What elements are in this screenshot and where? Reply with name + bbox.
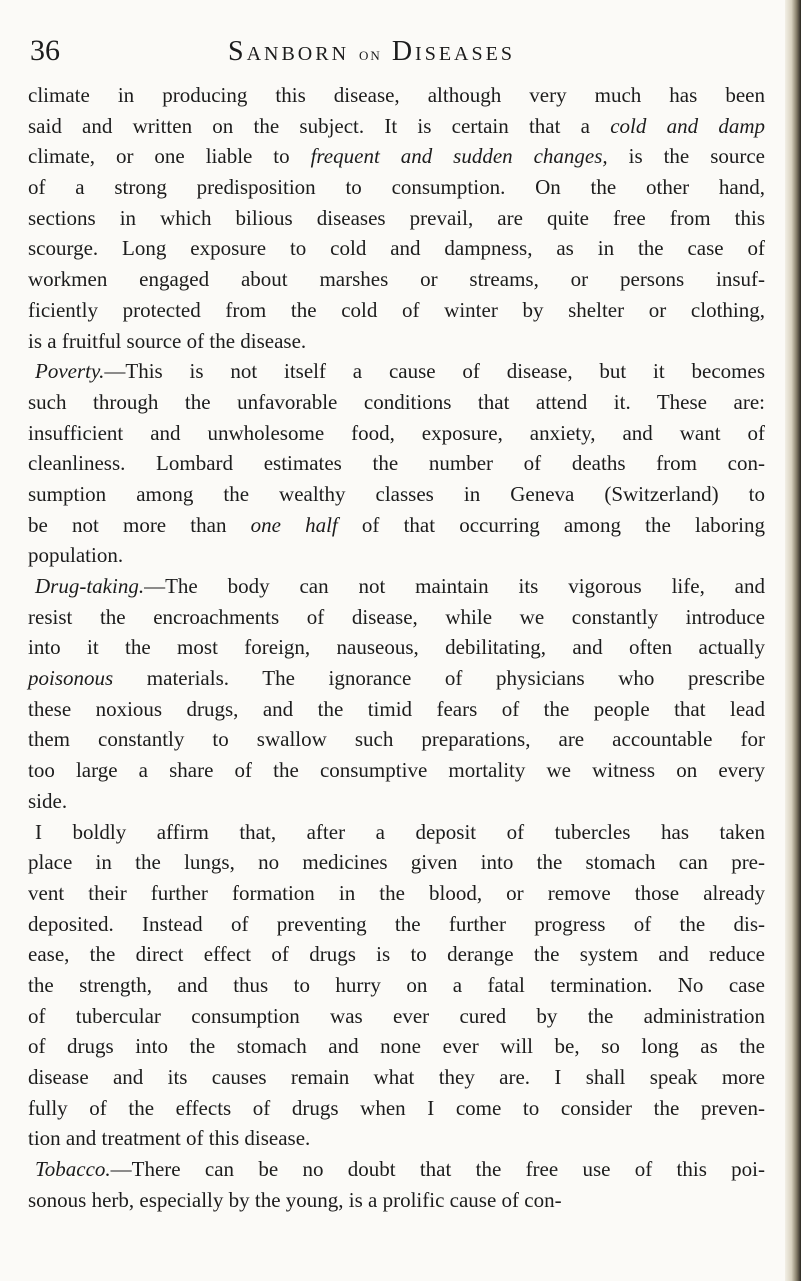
italic-text: one half	[250, 512, 338, 537]
text-run: disease and its causes remain what they are. I shall speak more	[28, 1065, 765, 1089]
text-line	[28, 755, 765, 786]
text-line	[28, 356, 765, 387]
text-run: of tubercular consumption was ever cured by the administration	[28, 1003, 765, 1028]
text-run: be not more than	[28, 512, 251, 537]
text-run: climate in producing this disease, although very much has been	[28, 83, 765, 107]
text-line	[28, 172, 765, 203]
text-line	[28, 233, 765, 264]
text-line	[28, 602, 765, 633]
text-run: I boldly affirm that, after a deposit of tubercles has taken	[35, 819, 765, 844]
text-line	[28, 847, 765, 878]
text-run: fully of the effects of drugs when I come to consider the preven-	[28, 1095, 765, 1120]
text-line	[28, 878, 765, 909]
text-run: ficiently protected from the cold of winter by shelter or clothing,	[28, 297, 765, 322]
text-line	[28, 571, 765, 602]
text-line	[28, 418, 765, 449]
book-spine-edge	[785, 0, 801, 1281]
running-title	[228, 36, 515, 68]
italic-text: Tobacco.	[35, 1157, 111, 1182]
text-line	[28, 1123, 765, 1154]
text-run: is the source	[607, 144, 765, 169]
running-title-on: on	[359, 44, 382, 64]
text-run: of that occurring among the laboring	[337, 512, 765, 537]
text-run: such through the unfavorable conditions that attend it. These are:	[28, 389, 765, 414]
text-line	[28, 1154, 765, 1185]
text-line	[28, 939, 765, 970]
text-line	[28, 786, 765, 817]
text-run: of drugs into the stomach and none ever will be, so long as the	[28, 1034, 765, 1059]
text-line	[28, 448, 765, 479]
text-line	[28, 141, 765, 172]
text-run: insufficient and unwholesome food, exposure, anxiety, and want of	[28, 420, 765, 445]
text-run: sonous herb, especially by the young, is a prolific cause of con-	[28, 1187, 562, 1212]
text-line	[28, 80, 765, 111]
text-line	[28, 694, 765, 725]
text-line	[28, 724, 765, 755]
running-title-author: Sanborn	[228, 36, 350, 67]
italic-text: frequent and sudden changes,	[310, 144, 608, 169]
text-run: sections in which bilious diseases prevail, are quite free from this	[28, 205, 765, 230]
italic-text: poisonous	[28, 666, 114, 691]
text-line	[28, 387, 765, 418]
text-run: —There can be no doubt that the free use of this poi-	[110, 1157, 765, 1182]
paragraph	[28, 80, 765, 356]
page-header	[30, 30, 770, 70]
text-line	[28, 203, 765, 234]
text-run: too large a share of the consumptive mortality we witness on every	[28, 758, 765, 783]
text-run: into it the most foreign, nauseous, debilitating, and often actually	[28, 635, 765, 660]
text-line	[28, 970, 765, 1001]
text-run: climate, or one liable to	[28, 144, 311, 169]
text-line	[28, 1001, 765, 1032]
text-line	[28, 1062, 765, 1093]
text-line	[28, 479, 765, 510]
text-run: side.	[28, 788, 68, 813]
text-run: them constantly to swallow such preparations, are accountable for	[28, 727, 765, 752]
text-run: cleanliness. Lombard estimates the number of deaths from con-	[28, 451, 765, 476]
text-run: resist the encroachments of disease, while we constantly introduce	[28, 604, 765, 629]
text-run: tion and treatment of this disease.	[28, 1126, 311, 1151]
text-run: these noxious drugs, and the timid fears of the people that lead	[28, 696, 765, 721]
text-run: the strength, and thus to hurry on a fatal termination. No case	[28, 972, 765, 997]
paragraph	[28, 571, 765, 817]
italic-text: cold and damp	[610, 113, 765, 138]
text-line	[28, 295, 765, 326]
text-run: vent their further formation in the blood, or remove those already	[28, 880, 765, 905]
text-line	[28, 1185, 765, 1216]
paragraph	[28, 817, 765, 1155]
text-run: —The body can not maintain its vigorous life, and	[144, 574, 765, 598]
paragraph	[28, 1154, 765, 1215]
text-run: place in the lungs, no medicines given into the stomach can pre-	[28, 850, 765, 875]
text-line	[28, 1093, 765, 1124]
text-run: of a strong predisposition to consumption. On the other hand,	[28, 175, 765, 200]
text-line	[28, 817, 765, 848]
text-line	[28, 510, 765, 541]
page-number: 36	[30, 34, 60, 67]
text-line	[28, 111, 765, 142]
text-line	[28, 540, 765, 571]
text-run: population.	[28, 543, 124, 568]
paragraph	[28, 356, 765, 571]
text-line	[28, 326, 765, 357]
text-line	[28, 909, 765, 940]
text-line	[28, 632, 765, 663]
text-run: scourge. Long exposure to cold and dampness, as in the case of	[28, 236, 765, 261]
text-run: deposited. Instead of preventing the further progress of the dis-	[28, 911, 765, 936]
text-run: sumption among the wealthy classes in Geneva (Switzerland) to	[28, 481, 765, 506]
body-text	[28, 80, 765, 1215]
italic-text: Drug-taking.	[35, 574, 145, 598]
text-run: is a fruitful source of the disease.	[28, 328, 307, 353]
text-run: materials. The ignorance of physicians who prescribe	[113, 666, 765, 691]
text-line	[28, 1031, 765, 1062]
text-run: said and written on the subject. It is certain that a	[28, 113, 611, 138]
text-run: —This is not itself a cause of disease, but it becomes	[104, 359, 765, 384]
text-run: ease, the direct effect of drugs is to derange the system and reduce	[28, 942, 765, 967]
text-run: workmen engaged about marshes or streams, or persons insuf-	[28, 267, 765, 292]
text-line	[28, 264, 765, 295]
running-title-subject: Diseases	[391, 36, 515, 67]
italic-text: Poverty.	[35, 359, 105, 384]
text-line	[28, 663, 765, 694]
